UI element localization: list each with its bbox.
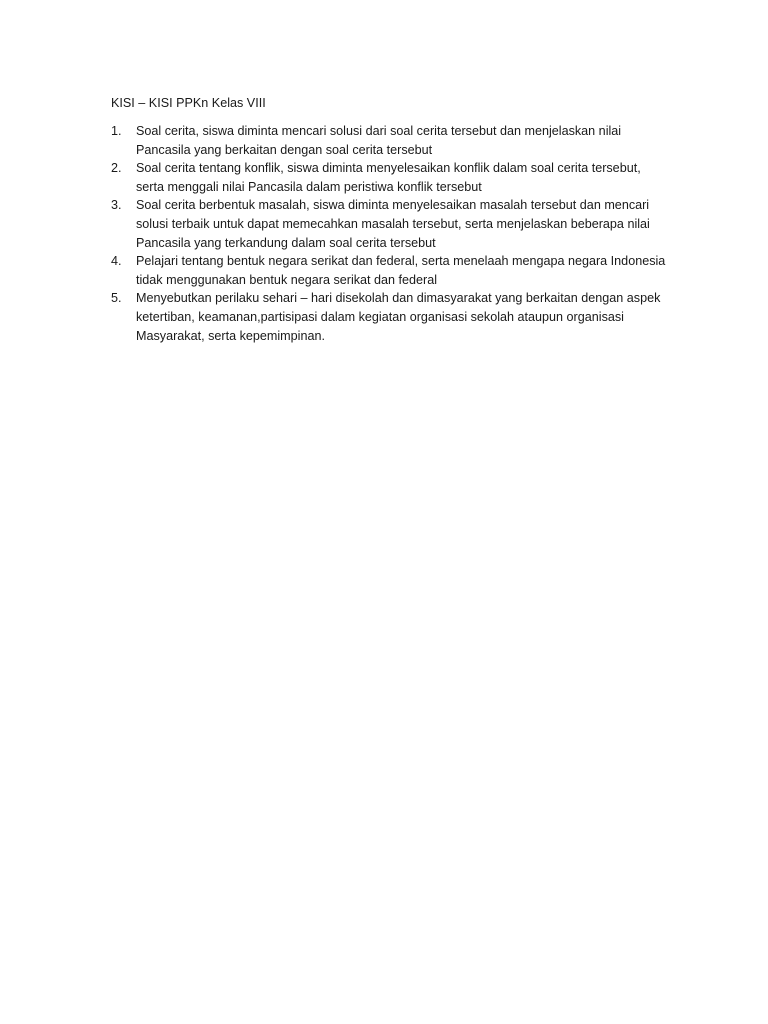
list-item (111, 122, 671, 159)
list-number: 5. (111, 291, 122, 306)
list-number: 4. (111, 254, 122, 269)
list-item (111, 289, 671, 345)
list-text: Soal cerita tentang konflik, siswa diminta menyelesaikan konflik dalam soal cerita tersebut, serta menggali nilai Pancasila dalam peristiwa konflik tersebut (136, 161, 641, 194)
list-text: Pelajari tentang bentuk negara serikat dan federal, serta menelaah mengapa negara Indonesia tidak menggunakan bentuk negara serikat dan federal (136, 254, 666, 287)
numbered-list (111, 122, 671, 345)
list-item (111, 159, 671, 196)
list-number: 1. (111, 124, 122, 138)
list-item (111, 252, 671, 289)
list-text: Menyebutkan perilaku sehari – hari disekolah dan dimasyarakat yang berkaitan dengan aspek ketertiban, keamanan,partisipasi dalam kegiatan organisasi sekolah ataupun organisasi Masyarakat, serta kepemimpinan. (136, 291, 661, 343)
list-item (111, 196, 671, 252)
document-title: KISI – KISI PPKn Kelas VIII (111, 96, 266, 110)
list-number: 2. (111, 161, 122, 176)
list-text: Soal cerita berbentuk masalah, siswa diminta menyelesaikan masalah tersebut dan mencari solusi terbaik untuk dapat memecahkan masalah tersebut, serta menjelaskan beberapa nilai Pancasila yang terkandung dalam soal cerita tersebut (136, 198, 650, 250)
list-text: Soal cerita, siswa diminta mencari solusi dari soal cerita tersebut dan menjelaskan nilai Pancasila yang berkaitan dengan soal cerita tersebut (136, 124, 622, 157)
list-number: 3. (111, 198, 122, 213)
